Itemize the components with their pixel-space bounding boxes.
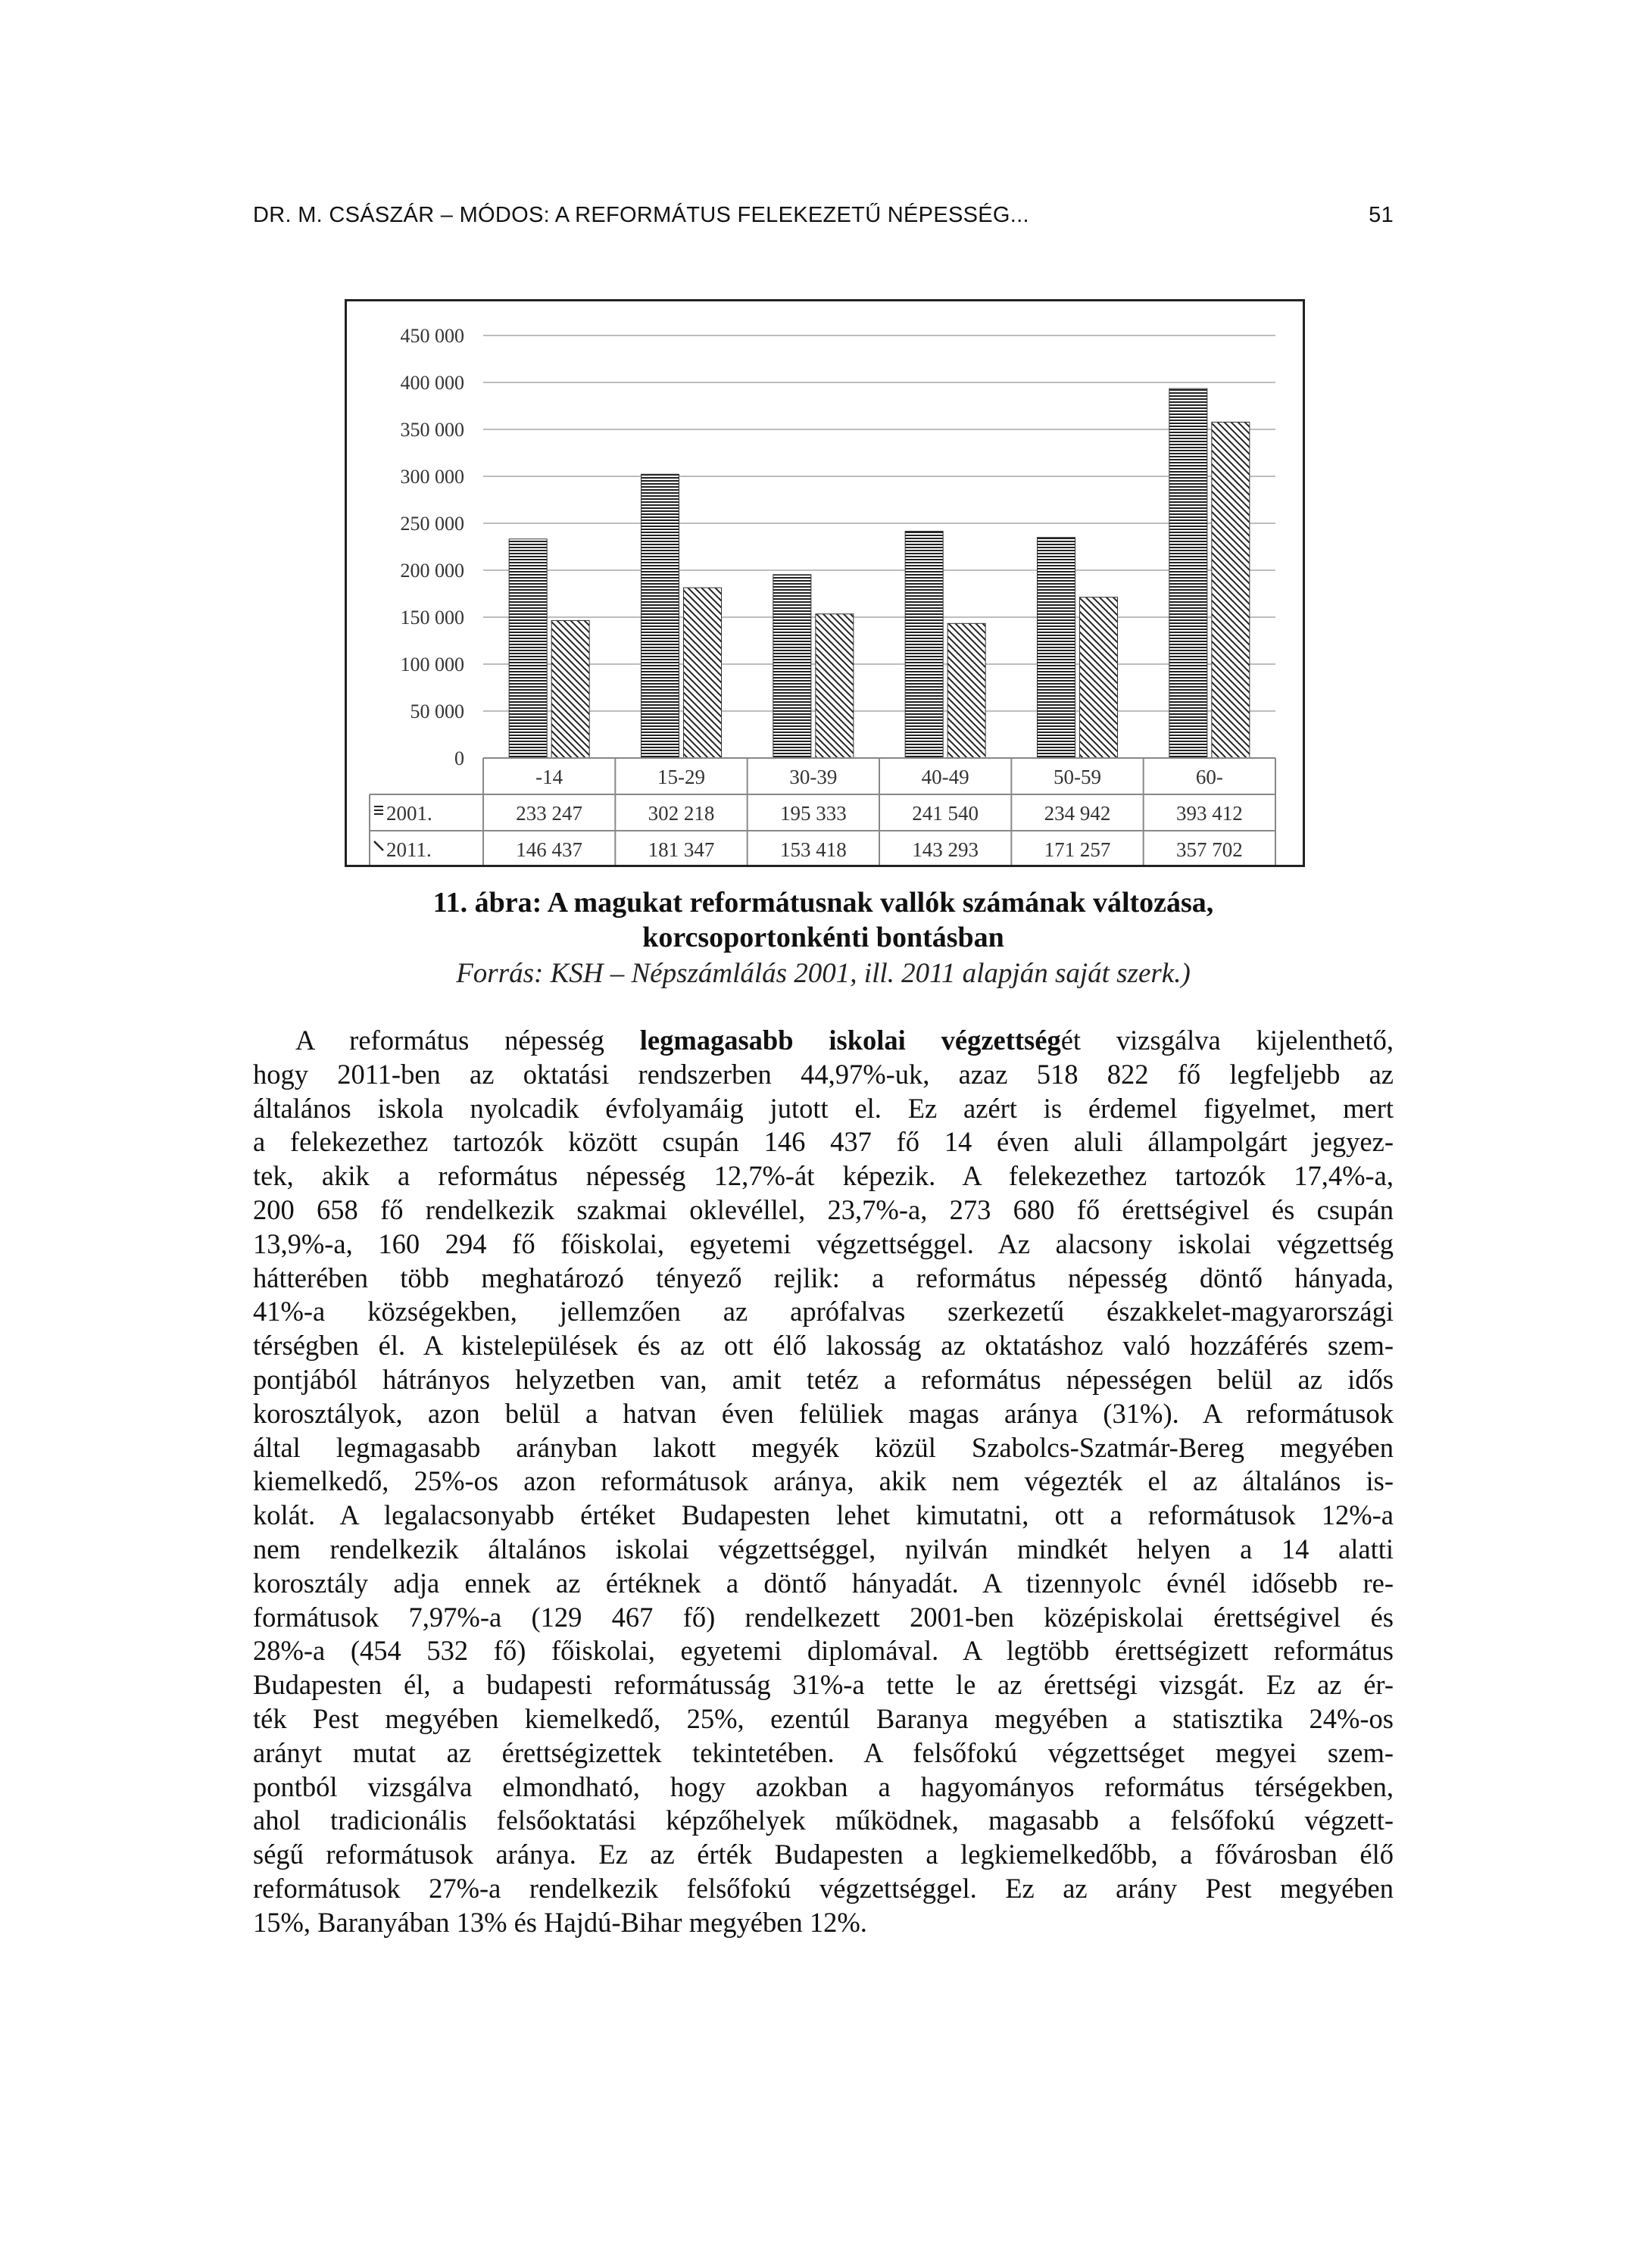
- bar-2011-60-: [1212, 422, 1250, 758]
- text-line: ségű reformátusok aránya. Ez az érték Budapesten a legkiemelkedőbb, a fővárosban élő: [253, 1839, 1394, 1870]
- bar-2011-15-29: [684, 588, 722, 758]
- data-label: 195 333: [779, 802, 847, 825]
- text-line: korosztályok, azon belül a hatvan éven felüliek magas aránya (31%). A reformátusok: [253, 1397, 1394, 1429]
- text-line: 15%, Baranyában 13% és Hajdú-Bihar megyében 12%.: [253, 1906, 867, 1938]
- text-line: tek, akik a református népesség 12,7%-át képezik. A felekezethez tartozók 17,4%-a,: [253, 1160, 1394, 1192]
- x-category-label: -14: [535, 766, 563, 788]
- running-header: [253, 203, 1394, 236]
- data-label: 302 218: [648, 802, 715, 825]
- x-category-label: 40-49: [921, 766, 969, 788]
- figure-caption-line2: korcsoportonkénti bontásban: [642, 922, 1004, 953]
- text-line: [253, 1024, 1394, 1058]
- data-label: 393 412: [1175, 802, 1243, 825]
- bar-2011-50-59: [1080, 597, 1118, 758]
- bar-2001-50-59: [1038, 538, 1075, 758]
- data-label: 357 702: [1175, 838, 1243, 861]
- data-label: 181 347: [648, 838, 715, 861]
- data-table: [370, 758, 1275, 865]
- y-tick-label: 0: [454, 747, 464, 769]
- text-line: 41%-a községekben, jellemzően az aprófalvas szerkezetű északkelet-magyarországi: [253, 1296, 1394, 1327]
- text-line: ahol tradicionális felsőoktatási képzőhelyek működnek, magasabb a felsőfokú végzett-: [253, 1805, 1394, 1836]
- figure-caption-line1: 11. ábra: A magukat reformátusnak vallók számának változása,: [432, 887, 1214, 919]
- data-label: 171 257: [1044, 838, 1111, 861]
- body-paragraph: [253, 1024, 1394, 1940]
- text-line: Budapesten él, a budapesti reformátusság 31%-a tette le az érettségi vizsgát. Ez az ér-: [253, 1669, 1394, 1701]
- text-line: pontjából hátrányos helyzetben van, amit tetéz a református népességen belül az idős: [253, 1363, 1394, 1395]
- y-tick-label: 300 000: [400, 466, 464, 488]
- y-tick-label: 400 000: [400, 372, 464, 394]
- bar-2001-60-: [1169, 388, 1207, 758]
- x-category-label: 15-29: [657, 766, 705, 788]
- bar-2001-30-39: [773, 575, 811, 758]
- legend-label: 2001.: [386, 802, 432, 825]
- gridlines: [483, 335, 1275, 758]
- data-label: 233 247: [516, 802, 583, 825]
- text-line: pontból vizsgálva elmondható, hogy azokban a hagyományos református térségekben,: [253, 1770, 1394, 1802]
- bar-chart: [347, 301, 1303, 865]
- bar-2011--14: [551, 620, 589, 758]
- text-line: által legmagasabb arányban lakott megyék közül Szabolcs-Szatmár-Bereg megyében: [253, 1431, 1394, 1463]
- bar-2001-40-49: [905, 531, 943, 758]
- page-number: 51: [1369, 203, 1394, 227]
- x-category-label: 50-59: [1054, 766, 1101, 788]
- data-label: 146 437: [516, 838, 583, 861]
- text-line: hogy 2011-ben az oktatási rendszerben 44,97%-uk, azaz 518 822 fő legfeljebb az: [253, 1058, 1394, 1090]
- emphasis: legmagasabb iskolai végzettség: [639, 1025, 1061, 1056]
- bars: [509, 388, 1250, 758]
- y-tick-label: 100 000: [400, 654, 464, 675]
- y-tick-label: 350 000: [400, 419, 464, 441]
- legend-label: 2011.: [386, 838, 432, 861]
- text-line: ték Pest megyében kiemelkedő, 25%, ezentúl Baranya megyében a statisztika 24%-os: [253, 1702, 1394, 1734]
- x-category-label: 30-39: [789, 766, 838, 788]
- x-category-label: 60-: [1195, 766, 1223, 788]
- text-line: formátusok 7,97%-a (129 467 fő) rendelkezett 2001-ben középiskolai érettségivel és: [253, 1601, 1394, 1633]
- bar-2001--14: [509, 539, 547, 758]
- y-tick-label: 150 000: [400, 607, 464, 629]
- running-title: DR. M. CSÁSZÁR – MÓDOS: A REFORMÁTUS FELEKEZETŰ NÉPESSÉG...: [253, 203, 1029, 227]
- y-tick-label: 200 000: [400, 560, 464, 582]
- data-label: 143 293: [912, 838, 979, 861]
- text-run: A református népesség: [295, 1025, 640, 1056]
- text-line: 200 658 fő rendelkezik szakmai oklevéllel, 23,7%-a, 273 680 fő érettségivel és csupán: [253, 1193, 1394, 1225]
- figure-source: Forrás: KSH – Népszámlálás 2001, ill. 2011 alapján saját szerk.): [456, 958, 1191, 989]
- figure-chart: [345, 299, 1305, 867]
- text-line: arányt mutat az érettségizettek tekintetében. A felsőfokú végzettséget megyei szem-: [253, 1736, 1394, 1768]
- data-label: 241 540: [912, 802, 979, 825]
- y-tick-label: 250 000: [400, 513, 464, 535]
- data-label: 234 942: [1044, 802, 1111, 825]
- bar-2011-30-39: [816, 614, 854, 758]
- legend-key-2011: [374, 841, 383, 850]
- y-axis-tick-labels: [401, 325, 465, 769]
- y-tick-label: 50 000: [410, 700, 464, 722]
- text-line: 13,9%-a, 160 294 fő főiskolai, egyetemi végzettséggel. Az alacsony iskolai végzettség: [253, 1228, 1394, 1259]
- text-line: térségben él. A kistelepülések és az ott élő lakosság az oktatáshoz való hozzáférés szem-: [253, 1330, 1394, 1362]
- text-line: nem rendelkezik általános iskolai végzettséggel, nyilván mindkét helyen a 14 alatti: [253, 1533, 1394, 1565]
- text-line: kiemelkedő, 25%-os azon reformátusok aránya, akik nem végezték el az általános is-: [253, 1465, 1394, 1497]
- text-line: a felekezethez tartozók között csupán 146 437 fő 14 éven aluli állampolgárt jegyez-: [253, 1126, 1394, 1158]
- text-line: kolát. A legalacsonyabb értéket Budapesten lehet kimutatni, ott a reformátusok 12%-a: [253, 1499, 1394, 1531]
- text-line: általános iskola nyolcadik évfolyamáig jutott el. Ez azért is érdemel figyelmet, mert: [253, 1092, 1394, 1124]
- text-run: ét vizsgálva kijelenthető,: [1060, 1025, 1394, 1056]
- bar-2001-15-29: [642, 474, 679, 758]
- data-label: 153 418: [779, 838, 847, 861]
- bar-2011-40-49: [947, 623, 985, 758]
- text-line: 28%-a (454 532 fő) főiskolai, egyetemi diplomával. A legtöbb érettségizett református: [253, 1635, 1394, 1667]
- text-line: korosztály adja ennek az értéknek a döntő hányadát. A tizennyolc évnél idősebb re-: [253, 1567, 1394, 1599]
- y-tick-label: 450 000: [400, 325, 464, 347]
- text-line: reformátusok 27%-a rendelkezik felsőfokú végzettséggel. Ez az arány Pest megyében: [253, 1872, 1394, 1904]
- text-line: hátterében több meghatározó tényező rejlik: a református népesség döntő hányada,: [253, 1262, 1394, 1293]
